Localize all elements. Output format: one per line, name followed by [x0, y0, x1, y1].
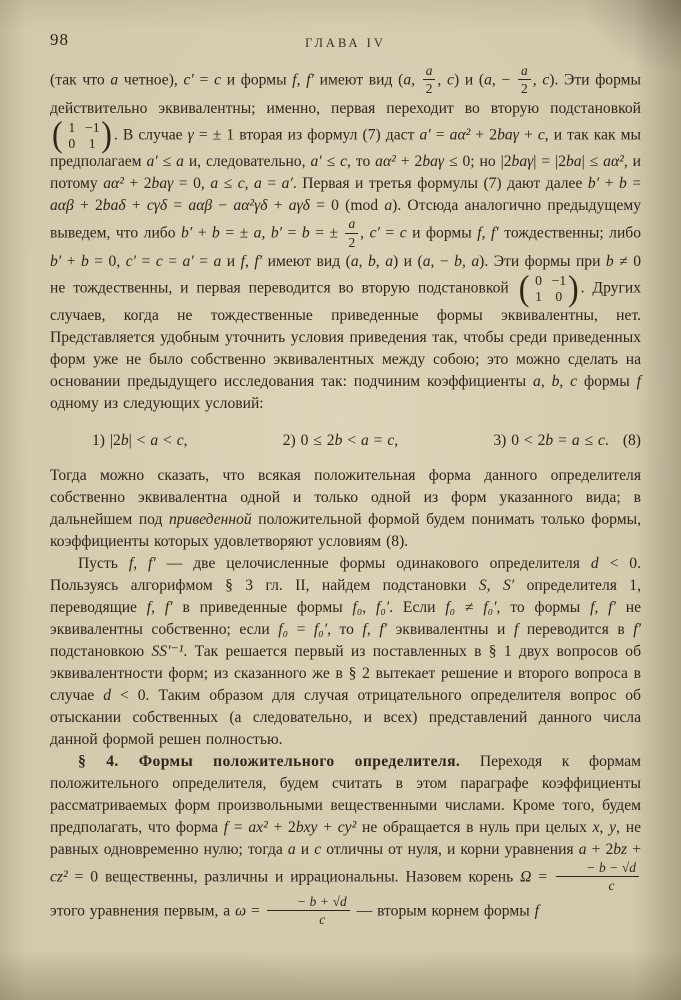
equation-8-condition-3: 3) 0 < 2b = a ≤ c. — [493, 431, 609, 449]
paragraph-continuation: (так что a четное), c′ = c и формы f, f′ имеют вид (a, $\frac{a}{2}$ , c) и (a, − $\frac{a}{2}$ , c). Эти формы действительно эквивалентны; именно, первая переходит во вторую подстановкой ( 1 −1 0 1 ) . В случае γ = ± 1 вторая из формул (7) даст a′ = aα² + 2baγ + c, и так как мы предполагаем a′ ≤ a и, следовательно, a′ ≤ c, то aα² + 2baγ ≤ 0; но |2baγ| = |2ba| ≤ aα², и потому aα² + 2baγ = 0, a ≤ c, a = a′. Первая и третья формулы (7) дают далее b′ + b = aαβ + 2baδ + cγδ = aαβ − aα²γδ + aγδ = 0 (mod a). Отсюда аналогично предыдущему выведем, что либо b′ + b = ± a, b′ = b = ± $\frac{a}{2}$ , c′ = c и формы f, f′ тождественны; либо b′ + b = 0, c′ = c = a′ = a и f, f′ имеют вид (a, b, a) и (a, − b, a). Эти формы при b ≠ 0 не тождественны, и первая переводится во вторую подстановкой ( 0 −1 1 0 ) . Других случаев, когда не тождественные приведенные формы эквивалентны, нет. Представляется удобным уточнить условия приведения так, чтобы среди приведенных форм уже не было собственно эквивалентных между собою; это можно сделать на основании предыдущего исследования так: подчиним коэффициенты a, b, c формы f одному из следующих условий: — [50, 63, 642, 412]
equation-8-condition-2: 2) 0 ≤ 2b < a = c, — [282, 431, 399, 449]
page-header — [50, 26, 641, 64]
equation-8-number: (8) — [622, 431, 641, 449]
equation-8 — [50, 430, 641, 452]
page-number: 98 — [50, 30, 69, 49]
equation-8-condition-1: 1) |2b| < a < c, — [92, 431, 188, 449]
paragraph-3: Пусть f, f′ — две целочисленные формы одинакового определителя d < 0. Пользуясь алгорифмом § 3 гл. II, найдем подстановки S, S′ определителя 1, переводящие f, f′ в приведенные формы f₀, f₀′. Если f₀ ≠ f₀′, то формы f, f′ не эквивалентны собственно; если f₀ = f₀′, то f, f′ эквивалентны и f переводится в f′ подстановкою SS′⁻¹. Так решается первый из поставленных в § 1 двух вопросов об эквивалентности форм; из сказанного же в § 2 вытекает решение и второго вопроса в случае d < 0. Таким образом для случая отрицательного определителя вопрос об отыскании собственных (а следовательно, и всех) представлений данного числа данной формой решен полностью. — [50, 554, 642, 748]
paragraph-2: Тогда можно сказать, что всякая положительная форма данного определителя собственно эквивалентна одной и только одной из форм указанного вида; в дальнейшем под приведенной положительной формой будем понимать только формы, коэффициенты которых удовлетворяют условиям (8). — [50, 466, 641, 550]
chapter-heading: ГЛАВА IV — [305, 36, 386, 50]
equation-8-conditions — [50, 430, 623, 452]
paragraph-4-section-heading: § 4. Формы положительного определителя. Переходя к формам положительного определителя, будем считать в этом параграфе коэффициенты рассматриваемых форм произвольными вещественными числами. Кроме того, будем предполагать, что форма f = ax² + 2bxy + cy² не обращается в нуль при целых x, y, не равных одновременно нулю; тогда a и c отличны от нуля, и корни уравнения a + 2bz + cz² = 0 вещественны, различны и иррациональны. Назовем корень Ω = $\frac{- b - √d}{c}$ этого уравнения первым, а ω = $\frac{- b + √d}{c}$ — вторым корнем формы f — [50, 752, 642, 928]
page-body — [50, 64, 641, 929]
